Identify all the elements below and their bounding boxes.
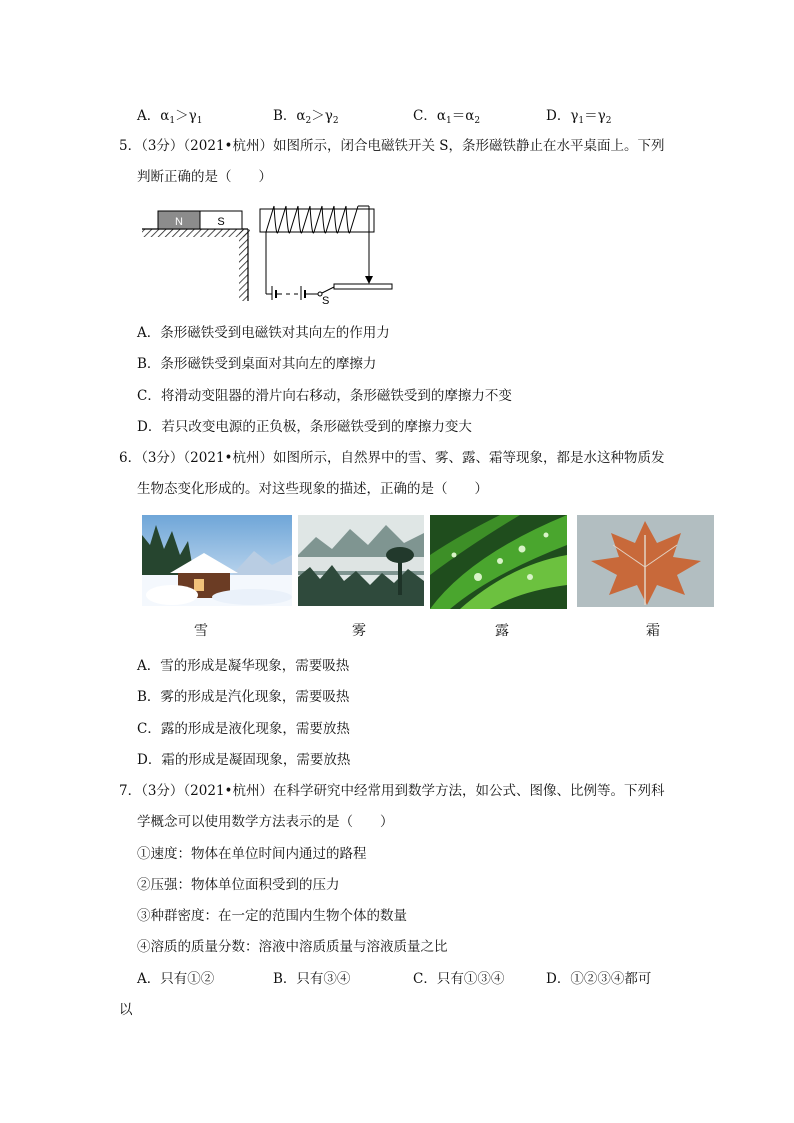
q5-option-d: D．若只改变电源的正负极，条形磁铁受到的摩擦力变大 <box>137 419 472 435</box>
q4-option-part-as: 1 <box>169 116 176 126</box>
q4-option-part-letter: A． <box>137 108 161 124</box>
fog-photo <box>298 515 424 606</box>
q4-option-part-letter: D． <box>546 108 571 124</box>
q4-option-part-bs: 2 <box>332 116 339 126</box>
q4-option-part-bs: 2 <box>605 116 612 126</box>
q7-stem-line1: 7．（3分）（2021•杭州）在科学研究中经常用到数学方法，如公式、图像、比例等。下列科 <box>119 783 665 799</box>
q4-option-part-op: ＝ <box>584 108 598 124</box>
frost-label: 霜 <box>646 623 660 639</box>
q4-option-d <box>546 104 611 126</box>
q4-option-a <box>137 104 202 126</box>
q4-option-part-b: α <box>465 108 475 124</box>
q4-option-part-b: γ <box>597 108 606 124</box>
q4-option-part-a: α <box>436 108 446 124</box>
q4-option-part-a: γ <box>570 108 579 124</box>
dew-photo <box>430 515 567 609</box>
magnet-n-label: N <box>175 216 183 228</box>
q4-option-part-letter: C． <box>413 108 437 124</box>
q4-option-c <box>413 104 480 126</box>
q4-option-part-as: 1 <box>445 116 452 126</box>
q4-option-part-b: γ <box>324 108 333 124</box>
q7-item-1: ①速度：物体在单位时间内通过的路程 <box>137 846 367 862</box>
table-hatching-top <box>142 229 250 237</box>
q4-option-part-bs: 2 <box>474 116 481 126</box>
q5-option-b: B．条形磁铁受到桌面对其向左的摩擦力 <box>137 356 377 372</box>
rheostat-slider-arrow <box>365 276 373 284</box>
q5-stem-line2: 判断正确的是（ ） <box>137 169 272 185</box>
q7-stem-line2: 学概念可以使用数学方法表示的是（ ） <box>137 814 394 830</box>
table-hatching-side <box>239 229 248 301</box>
q7-option-c: C．只有①③④ <box>413 971 505 987</box>
rheostat <box>334 284 392 289</box>
q4-option-part-a: α <box>160 108 170 124</box>
q7-item-4: ④溶质的质量分数：溶液中溶质质量与溶液质量之比 <box>137 939 448 955</box>
switch-lever <box>322 287 334 293</box>
q4-option-part-b: γ <box>188 108 197 124</box>
dew-label: 露 <box>495 623 509 639</box>
snow-label: 雪 <box>194 623 208 639</box>
q4-option-part-letter: B． <box>273 108 297 124</box>
q6-stem-line2: 生物态变化形成的。对这些现象的描述，正确的是（ ） <box>137 481 488 497</box>
q4-option-part-as: 2 <box>305 116 312 126</box>
magnet-s-label: S <box>217 216 225 228</box>
fog-label: 雾 <box>352 623 366 639</box>
q4-option-part-a: α <box>296 108 306 124</box>
snow-photo <box>142 515 292 606</box>
q6-stem-line1: 6．（3分）（2021•杭州）如图所示，自然界中的雪、雾、露、霜等现象，都是水这种物质发 <box>119 450 665 466</box>
q7-item-2: ②压强：物体单位面积受到的压力 <box>137 877 340 893</box>
electromagnet-core <box>260 209 374 232</box>
q4-option-part-op: ＞ <box>175 108 189 124</box>
q6-option-d: D．霜的形成是凝固现象，需要放热 <box>137 752 351 768</box>
frost-photo <box>577 515 714 607</box>
q6-option-c: C．露的形成是液化现象，需要放热 <box>137 721 350 737</box>
q5-option-a: A．条形磁铁受到电磁铁对其向左的作用力 <box>137 325 390 341</box>
q4-option-part-op: ＞ <box>311 108 325 124</box>
q4-option-part-as: 1 <box>578 116 585 126</box>
q7-option-b: B．只有③④ <box>273 971 351 987</box>
q6-option-b: B．雾的形成是汽化现象，需要吸热 <box>137 689 350 705</box>
q5-stem-line1: 5．（3分）（2021•杭州）如图所示，闭合电磁铁开关 S，条形磁铁静止在水平桌面上。下列 <box>119 138 665 154</box>
q4-option-b <box>273 104 339 126</box>
switch-label: S <box>322 295 330 306</box>
q6-option-a: A．雪的形成是凝华现象，需要吸热 <box>137 658 350 674</box>
q7-item-3: ③种群密度：在一定的范围内生物个体的数量 <box>137 908 407 924</box>
electromagnet-diagram <box>138 200 398 306</box>
q4-option-part-bs: 1 <box>196 116 203 126</box>
q7-option-a: A．只有①② <box>137 971 215 987</box>
q7-option-d: D．①②③④都可 <box>546 971 652 987</box>
q5-option-c: C．将滑动变阻器的滑片向右移动，条形磁铁受到的摩擦力不变 <box>137 388 512 404</box>
q7-option-d-wrap: 以 <box>119 1002 133 1018</box>
q4-option-part-op: ＝ <box>451 108 466 124</box>
